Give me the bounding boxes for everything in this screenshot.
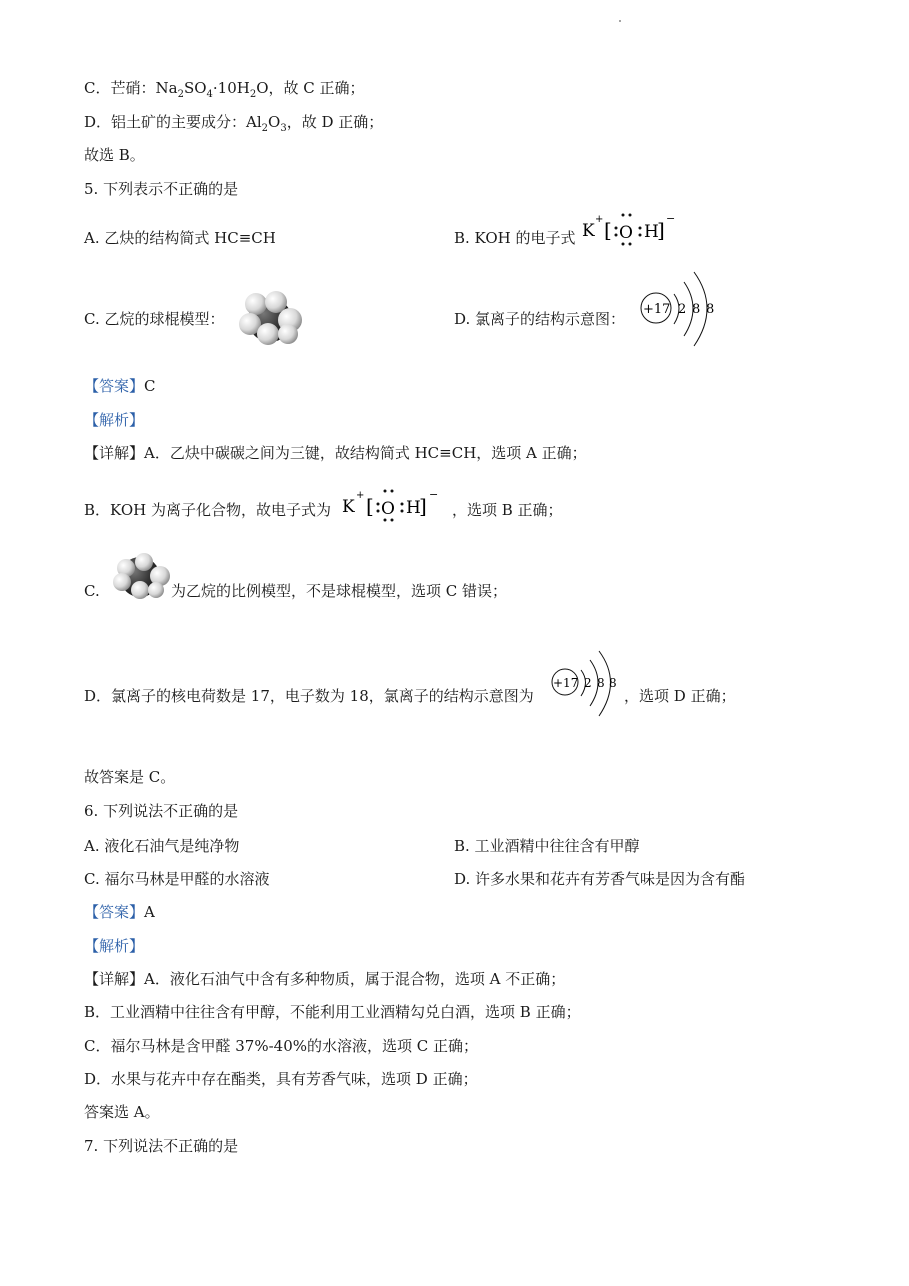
q5-detail-b-suffix: ，选项 B 正确； [452,501,563,519]
page-dot [619,20,621,22]
bracket-close: ] [657,218,665,242]
h-symbol-explanation: H [406,498,421,518]
q6-conclusion: 答案选 A。 [84,1103,160,1121]
o-symbol-explanation: O [381,499,395,519]
k-charge: + [595,214,604,225]
koh-electron-formula-explanation [340,484,445,526]
q6-analysis-tag: 【解析】 [84,937,145,955]
q6-option-b: B. 工业酒精中往往含有甲醇 [454,837,640,855]
option-d-bauxite-line: D．铝土矿的主要成分：$Al_2O_3$，故 D 正确； [84,113,384,134]
question-5-stem: 5. 下列表示不正确的是 [84,180,239,198]
q6-detail-b: B．工业酒精中往往含有甲醇，不能利用工业酒精勾兑白酒，选项 B 正确； [84,1003,581,1021]
question-7-stem: 7. 下列说法不正确的是 [84,1137,239,1155]
k-symbol-explanation: K [342,497,355,517]
question-6-stem: 6. 下列说法不正确的是 [84,802,239,820]
shell-2-explanation: 8 [597,676,605,690]
bracket-close-explanation: ] [419,494,427,518]
q6-option-c: C. 福尔马林是甲醛的水溶液 [84,870,270,888]
option-c-mirabilite-line: C．芒硝：$Na_2SO_4\cdot 10H_2O$，故 C 正确； [84,79,365,100]
o-symbol: O [619,223,633,243]
q5-answer: 【答案】C [84,377,156,395]
q5-detail-a: 【详解】A．乙炔中碳碳之间为三键，故结构简式 HC≡CH，选项 A 正确； [84,444,587,462]
q6-answer: 【答案】A [84,903,155,921]
choose-b-line: 故选 B。 [84,146,145,164]
chloride-ion-diagram-explanation [549,648,625,720]
bracket-open: [ [604,218,612,242]
shell-1-electrons: 2 [678,302,687,317]
q5-option-d: D. 氯离子的结构示意图： [454,310,626,328]
q6-detail-c: C．福尔马林是含甲醛 37%-40%的水溶液，选项 C 正确； [84,1037,479,1055]
koh-electron-formula-option [580,208,680,248]
shell-3-electrons: 8 [706,302,715,317]
q5-detail-c-suffix: 为乙烷的比例模型，不是球棍模型，选项 C 错误； [171,582,508,600]
nucleus-charge: +17 [643,302,671,317]
q5-option-a: A. 乙炔的结构简式 HC≡CH [84,229,276,247]
ethane-space-filling-model-image [110,552,172,602]
q5-option-b: B. KOH 的电子式 [454,229,576,247]
q6-detail-d: D．水果与花卉中存在酯类，具有芳香气味，选项 D 正确； [84,1070,478,1088]
q6-option-a: A. 液化石油气是纯净物 [84,837,240,855]
shell-2-electrons: 8 [692,302,701,317]
q5-detail-b: B．KOH 为离子化合物，故电子式为 [84,501,331,519]
shell-1-explanation: 2 [584,676,592,690]
q5-detail-c-prefix: C. [84,582,100,600]
q5-analysis-tag: 【解析】 [84,411,145,429]
h-symbol: H [644,222,659,242]
anion-charge-explanation: − [429,488,439,501]
bracket-open-explanation: [ [366,494,374,518]
ethane-model-image [234,290,306,348]
q5-conclusion: 故答案是 C。 [84,768,176,786]
anion-charge: − [666,212,676,225]
shell-3-explanation: 8 [609,676,617,690]
nucleus-charge-explanation: +17 [553,676,579,690]
chloride-ion-diagram-option [638,268,724,348]
q5-detail-d-suffix: ，选项 D 正确； [624,687,736,705]
q6-option-d: D. 许多水果和花卉有芳香气味是因为含有酯 [454,870,746,888]
k-charge-explanation: + [356,490,365,501]
q5-detail-d-prefix: D．氯离子的核电荷数是 17，电子数为 18，氯离子的结构示意图为 [84,687,534,705]
q6-detail-a: 【详解】A．液化石油气中含有多种物质，属于混合物，选项 A 不正确； [84,970,566,988]
q5-option-c: C. 乙烷的球棍模型： [84,310,225,328]
k-symbol: K [582,221,595,241]
